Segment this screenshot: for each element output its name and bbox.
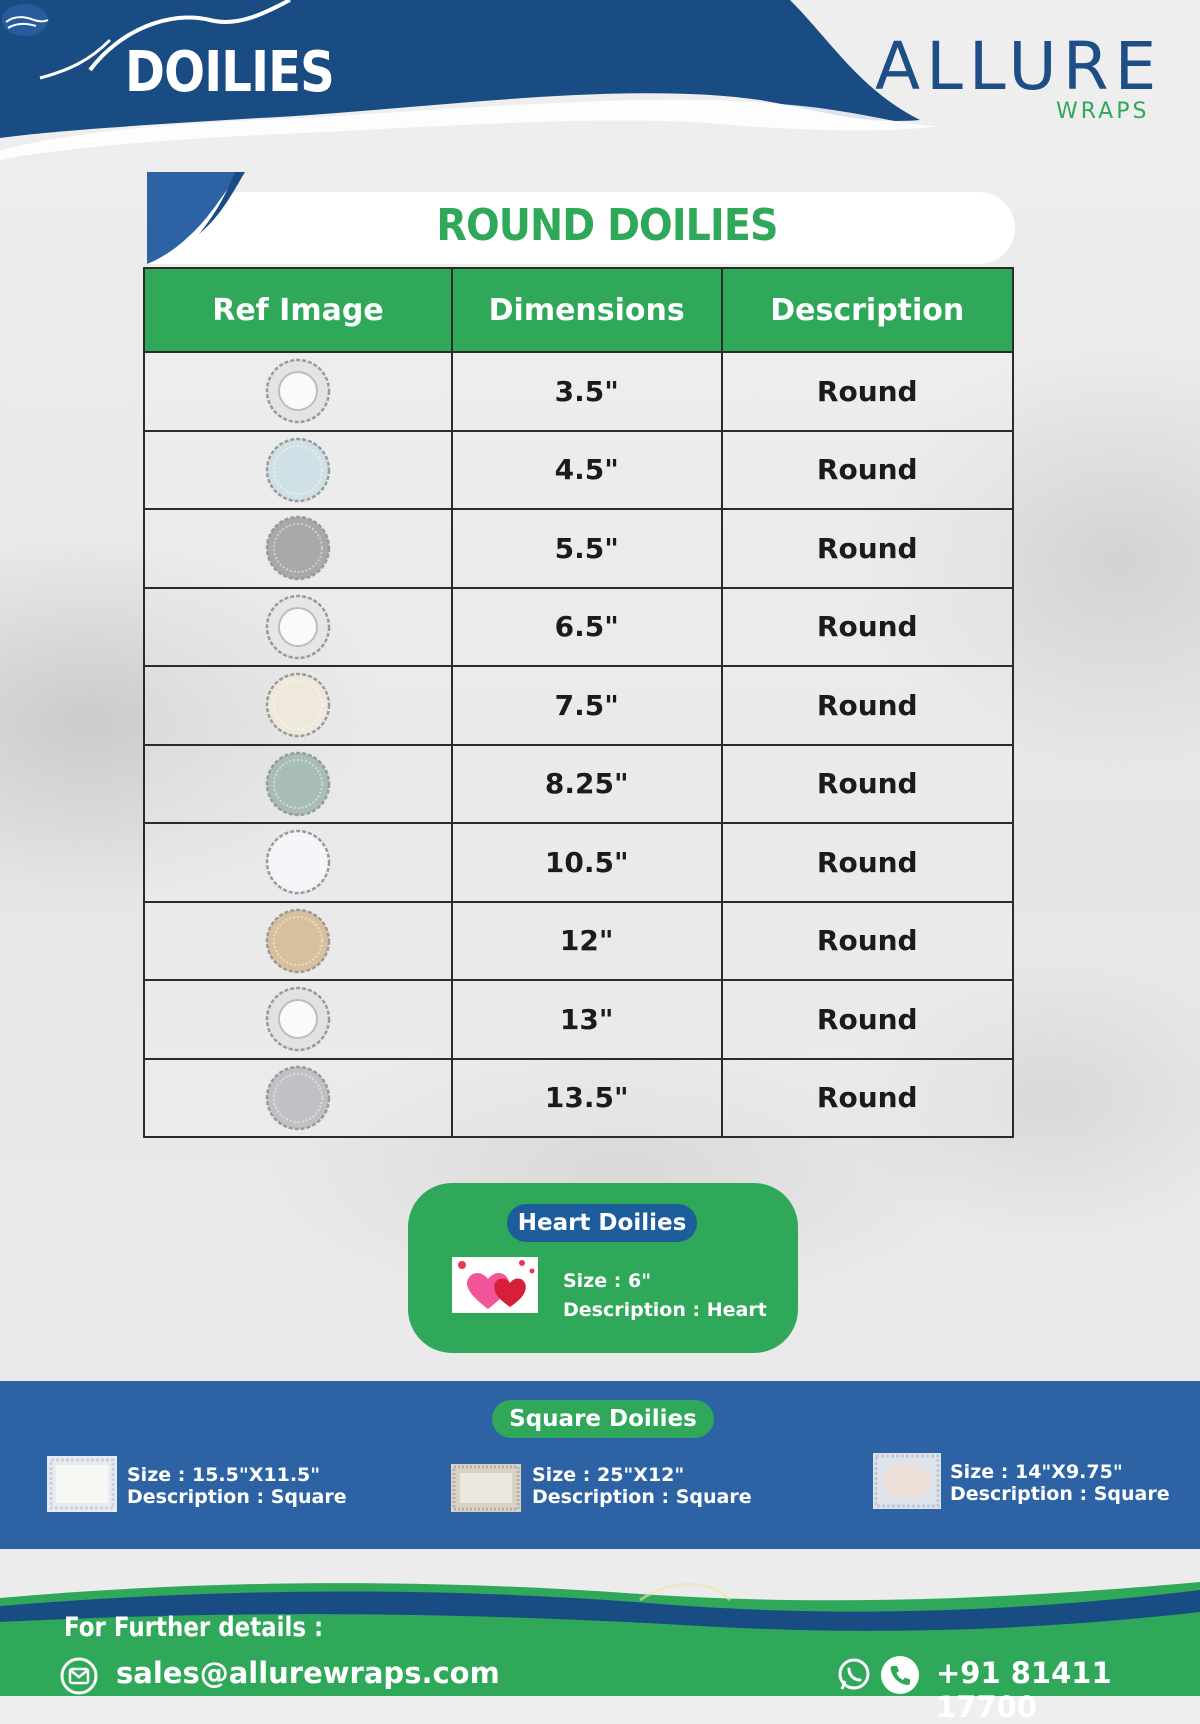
ref-image-cell [144,1059,452,1138]
dimension-cell: 7.5" [452,666,722,745]
round-doilies-table [143,267,1014,1138]
table-row [144,352,1013,431]
square-doily-description: Description : Square [950,1483,1170,1505]
page-footer [0,1560,1200,1724]
description-cell: Round [722,588,1013,667]
column-header-ref-image: Ref Image [144,268,452,352]
table-row [144,745,1013,824]
square-doily-size: Size : 14"X9.75" [950,1461,1123,1483]
heart-doily-description: Description : Heart [563,1299,767,1321]
ref-image-cell [144,980,452,1059]
square-doily-details [127,1464,347,1508]
dimension-cell: 5.5" [452,509,722,588]
table-header-row [144,268,1013,352]
wave-logo-icon [0,0,50,40]
round-doily-image [264,357,332,425]
description-cell: Round [722,980,1013,1059]
square-doily-item [873,1453,1193,1513]
description-cell: Round [722,431,1013,510]
square-doily-details [950,1461,1170,1505]
ref-image-cell [144,588,452,667]
table-row [144,902,1013,981]
dimension-cell: 4.5" [452,431,722,510]
column-header-description: Description [722,268,1013,352]
heart-doilies-card [408,1183,798,1353]
square-doily-size: Size : 25"X12" [532,1464,685,1486]
round-doily-image [264,907,332,975]
round-doily-image [264,1064,332,1132]
description-cell: Round [722,666,1013,745]
square-doily-details [532,1464,752,1508]
dimension-cell: 13" [452,980,722,1059]
table-row [144,509,1013,588]
ref-image-cell [144,823,452,902]
dimension-cell: 6.5" [452,588,722,667]
ref-image-cell [144,666,452,745]
heart-doily-image [452,1257,538,1313]
heart-doilies-title: Heart Doilies [507,1204,697,1242]
dimension-cell: 10.5" [452,823,722,902]
description-cell: Round [722,1059,1013,1138]
description-cell: Round [722,745,1013,824]
round-doily-image [264,828,332,896]
square-doily-image [47,1456,117,1512]
dimension-cell: 13.5" [452,1059,722,1138]
round-doily-image [264,514,332,582]
brand-tagline: WRAPS [1056,99,1150,124]
description-cell: Round [722,509,1013,588]
dimension-cell: 3.5" [452,352,722,431]
phone-icon [880,1655,920,1695]
square-doily-description: Description : Square [127,1486,347,1508]
table-row [144,666,1013,745]
table-row [144,1059,1013,1138]
round-doily-image [264,750,332,818]
square-doily-item [451,1456,771,1516]
email-link[interactable]: sales@allurewraps.com [116,1656,500,1690]
footer-heading: For Further details : [64,1612,324,1643]
description-cell: Round [722,902,1013,981]
dimension-cell: 12" [452,902,722,981]
square-doilies-title: Square Doilies [492,1400,714,1438]
round-doily-image [264,985,332,1053]
square-doily-item [47,1456,367,1516]
square-doilies-section [0,1381,1200,1549]
round-doily-image [264,436,332,504]
phone-link[interactable]: +91 81411 17700 [936,1656,1112,1724]
round-doily-image [264,593,332,661]
email-icon [60,1657,98,1695]
heart-doily-size: Size : 6" [563,1270,652,1292]
square-doily-image [451,1460,521,1516]
round-section-title: ROUND DOILIES [436,200,778,251]
ref-image-cell [144,352,452,431]
table-row [144,823,1013,902]
square-doily-size: Size : 15.5"X11.5" [127,1464,321,1486]
table-row [144,588,1013,667]
description-cell: Round [722,823,1013,902]
description-cell: Round [722,352,1013,431]
whatsapp-icon [836,1657,872,1693]
ref-image-cell [144,509,452,588]
heart-doily-details [563,1267,767,1325]
table-row [144,980,1013,1059]
dimension-cell: 8.25" [452,745,722,824]
square-doily-image [873,1453,941,1509]
page-title: DOILIES [125,40,335,105]
brand-name: ALLURE [875,28,1163,105]
table-row [144,431,1013,510]
round-doily-image [264,671,332,739]
ref-image-cell [144,745,452,824]
ref-image-cell [144,431,452,510]
column-header-dimensions: Dimensions [452,268,722,352]
square-doily-description: Description : Square [532,1486,752,1508]
ref-image-cell [144,902,452,981]
page-header [0,0,1200,170]
